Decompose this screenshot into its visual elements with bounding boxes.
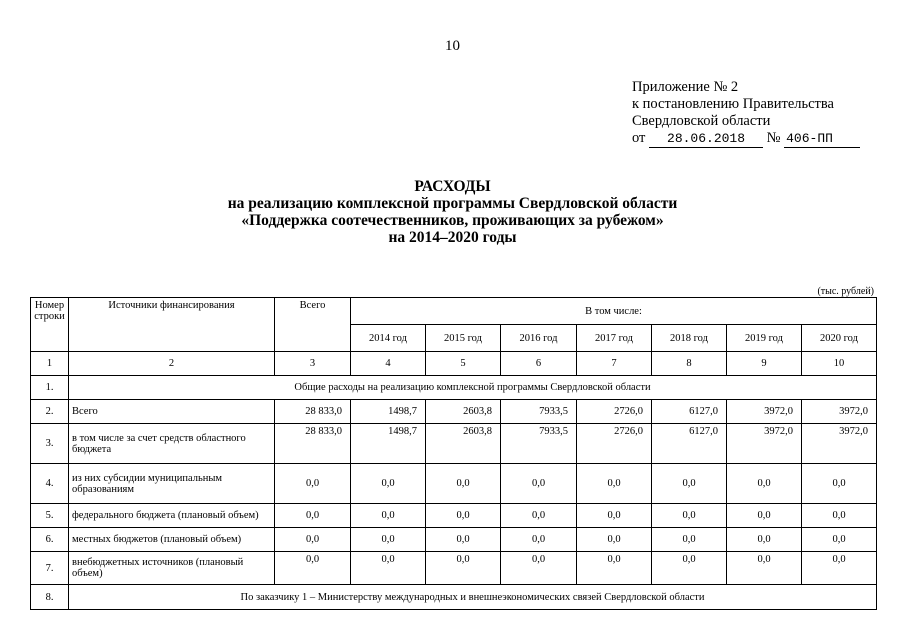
row-value: 0,0 xyxy=(426,552,501,585)
units-label: (тыс. рублей) xyxy=(817,286,874,297)
row-value: 3972,0 xyxy=(727,424,802,464)
row-value: 0,0 xyxy=(727,504,802,528)
row-total: 0,0 xyxy=(275,464,351,504)
column-number: 7 xyxy=(577,352,652,376)
row-value: 6127,0 xyxy=(652,424,727,464)
column-number: 8 xyxy=(652,352,727,376)
row-value: 0,0 xyxy=(577,552,652,585)
header-year: 2014 год xyxy=(351,325,426,352)
row-number: 1. xyxy=(31,376,69,400)
row-value: 0,0 xyxy=(577,464,652,504)
header-total: Всего xyxy=(275,298,351,352)
row-source: местных бюджетов (плановый объем) xyxy=(69,528,275,552)
row-number: 3. xyxy=(31,424,69,464)
table-row xyxy=(31,424,877,464)
table-row xyxy=(31,400,877,424)
appendix-block xyxy=(632,79,860,148)
row-value: 2603,8 xyxy=(426,400,501,424)
column-number: 2 xyxy=(69,352,275,376)
row-value: 0,0 xyxy=(351,464,426,504)
row-value: 0,0 xyxy=(802,552,877,585)
row-value: 0,0 xyxy=(351,552,426,585)
row-value: 3972,0 xyxy=(802,400,877,424)
row-value: 0,0 xyxy=(577,528,652,552)
column-number: 4 xyxy=(351,352,426,376)
row-source: из них субсидии муниципальным образованиям xyxy=(69,464,275,504)
from-label: от xyxy=(632,130,646,146)
row-number: 2. xyxy=(31,400,69,424)
header-row-number: Номер строки xyxy=(31,298,69,352)
row-value: 0,0 xyxy=(426,504,501,528)
row-total: 0,0 xyxy=(275,504,351,528)
header-year: 2015 год xyxy=(426,325,501,352)
row-total: 0,0 xyxy=(275,528,351,552)
header-year: 2017 год xyxy=(577,325,652,352)
header-year: 2020 год xyxy=(802,325,877,352)
row-value: 0,0 xyxy=(501,464,577,504)
table-row xyxy=(31,552,877,585)
row-value: 0,0 xyxy=(727,464,802,504)
row-value: 0,0 xyxy=(501,528,577,552)
row-value: 0,0 xyxy=(426,464,501,504)
row-value: 0,0 xyxy=(577,504,652,528)
row-total: 28 833,0 xyxy=(275,424,351,464)
heading-line4: на 2014–2020 годы xyxy=(388,229,517,246)
row-value: 6127,0 xyxy=(652,400,727,424)
row-source: федерального бюджета (плановый объем) xyxy=(69,504,275,528)
table-row xyxy=(31,528,877,552)
row-value: 0,0 xyxy=(727,552,802,585)
header-year: 2018 год xyxy=(652,325,727,352)
section-title: По заказчику 1 – Министерству международных и внешнеэкономических связей Свердловской области xyxy=(69,585,877,610)
row-value: 7933,5 xyxy=(501,400,577,424)
row-value: 0,0 xyxy=(501,552,577,585)
column-number: 5 xyxy=(426,352,501,376)
appendix-date-line xyxy=(632,130,860,148)
column-number-row xyxy=(31,352,877,376)
document-heading xyxy=(0,178,905,246)
header-source: Источники финансирования xyxy=(69,298,275,352)
column-number: 3 xyxy=(275,352,351,376)
row-value: 0,0 xyxy=(652,528,727,552)
row-source: Всего xyxy=(69,400,275,424)
appendix-title: Приложение № 2 xyxy=(632,79,739,95)
row-value: 7933,5 xyxy=(501,424,577,464)
row-value: 0,0 xyxy=(727,528,802,552)
row-value: 3972,0 xyxy=(727,400,802,424)
resolution-number: 406-ПП xyxy=(784,130,860,148)
row-value: 0,0 xyxy=(351,504,426,528)
row-value: 1498,7 xyxy=(351,400,426,424)
row-value: 0,0 xyxy=(652,504,727,528)
appendix-region: Свердловской области xyxy=(632,113,771,129)
column-number: 1 xyxy=(31,352,69,376)
row-value: 0,0 xyxy=(426,528,501,552)
table-row xyxy=(31,464,877,504)
row-value: 0,0 xyxy=(652,464,727,504)
row-total: 28 833,0 xyxy=(275,400,351,424)
row-total: 0,0 xyxy=(275,552,351,585)
row-number: 7. xyxy=(31,552,69,585)
row-number: 8. xyxy=(31,585,69,610)
heading-line2: на реализацию комплексной программы Свердловской области xyxy=(227,195,678,212)
row-value: 0,0 xyxy=(802,528,877,552)
section-row xyxy=(31,585,877,610)
row-value: 0,0 xyxy=(501,504,577,528)
page-number: 10 xyxy=(445,38,460,54)
resolution-date: 28.06.2018 xyxy=(649,130,763,148)
expenses-table xyxy=(30,297,877,610)
row-value: 3972,0 xyxy=(802,424,877,464)
number-label: № xyxy=(766,130,781,146)
section-title: Общие расходы на реализацию комплексной программы Свердловской области xyxy=(69,376,877,400)
column-number: 9 xyxy=(727,352,802,376)
appendix-resolution: к постановлению Правительства xyxy=(632,96,834,112)
column-number: 10 xyxy=(802,352,877,376)
row-value: 2603,8 xyxy=(426,424,501,464)
header-year: 2016 год xyxy=(501,325,577,352)
table-row xyxy=(31,504,877,528)
row-value: 0,0 xyxy=(802,464,877,504)
row-value: 0,0 xyxy=(802,504,877,528)
row-value: 2726,0 xyxy=(577,400,652,424)
heading-title: РАСХОДЫ xyxy=(414,178,491,195)
row-value: 0,0 xyxy=(652,552,727,585)
row-number: 4. xyxy=(31,464,69,504)
row-number: 6. xyxy=(31,528,69,552)
row-number: 5. xyxy=(31,504,69,528)
header-year: 2019 год xyxy=(727,325,802,352)
column-number: 6 xyxy=(501,352,577,376)
row-value: 0,0 xyxy=(351,528,426,552)
row-value: 1498,7 xyxy=(351,424,426,464)
row-value: 2726,0 xyxy=(577,424,652,464)
section-row xyxy=(31,376,877,400)
row-source: внебюджетных источников (плановый объем) xyxy=(69,552,275,585)
header-including: В том числе: xyxy=(351,298,877,325)
row-source: в том числе за счет средств областного бюджета xyxy=(69,424,275,464)
heading-line3: «Поддержка соотечественников, проживающих за рубежом» xyxy=(241,212,664,229)
